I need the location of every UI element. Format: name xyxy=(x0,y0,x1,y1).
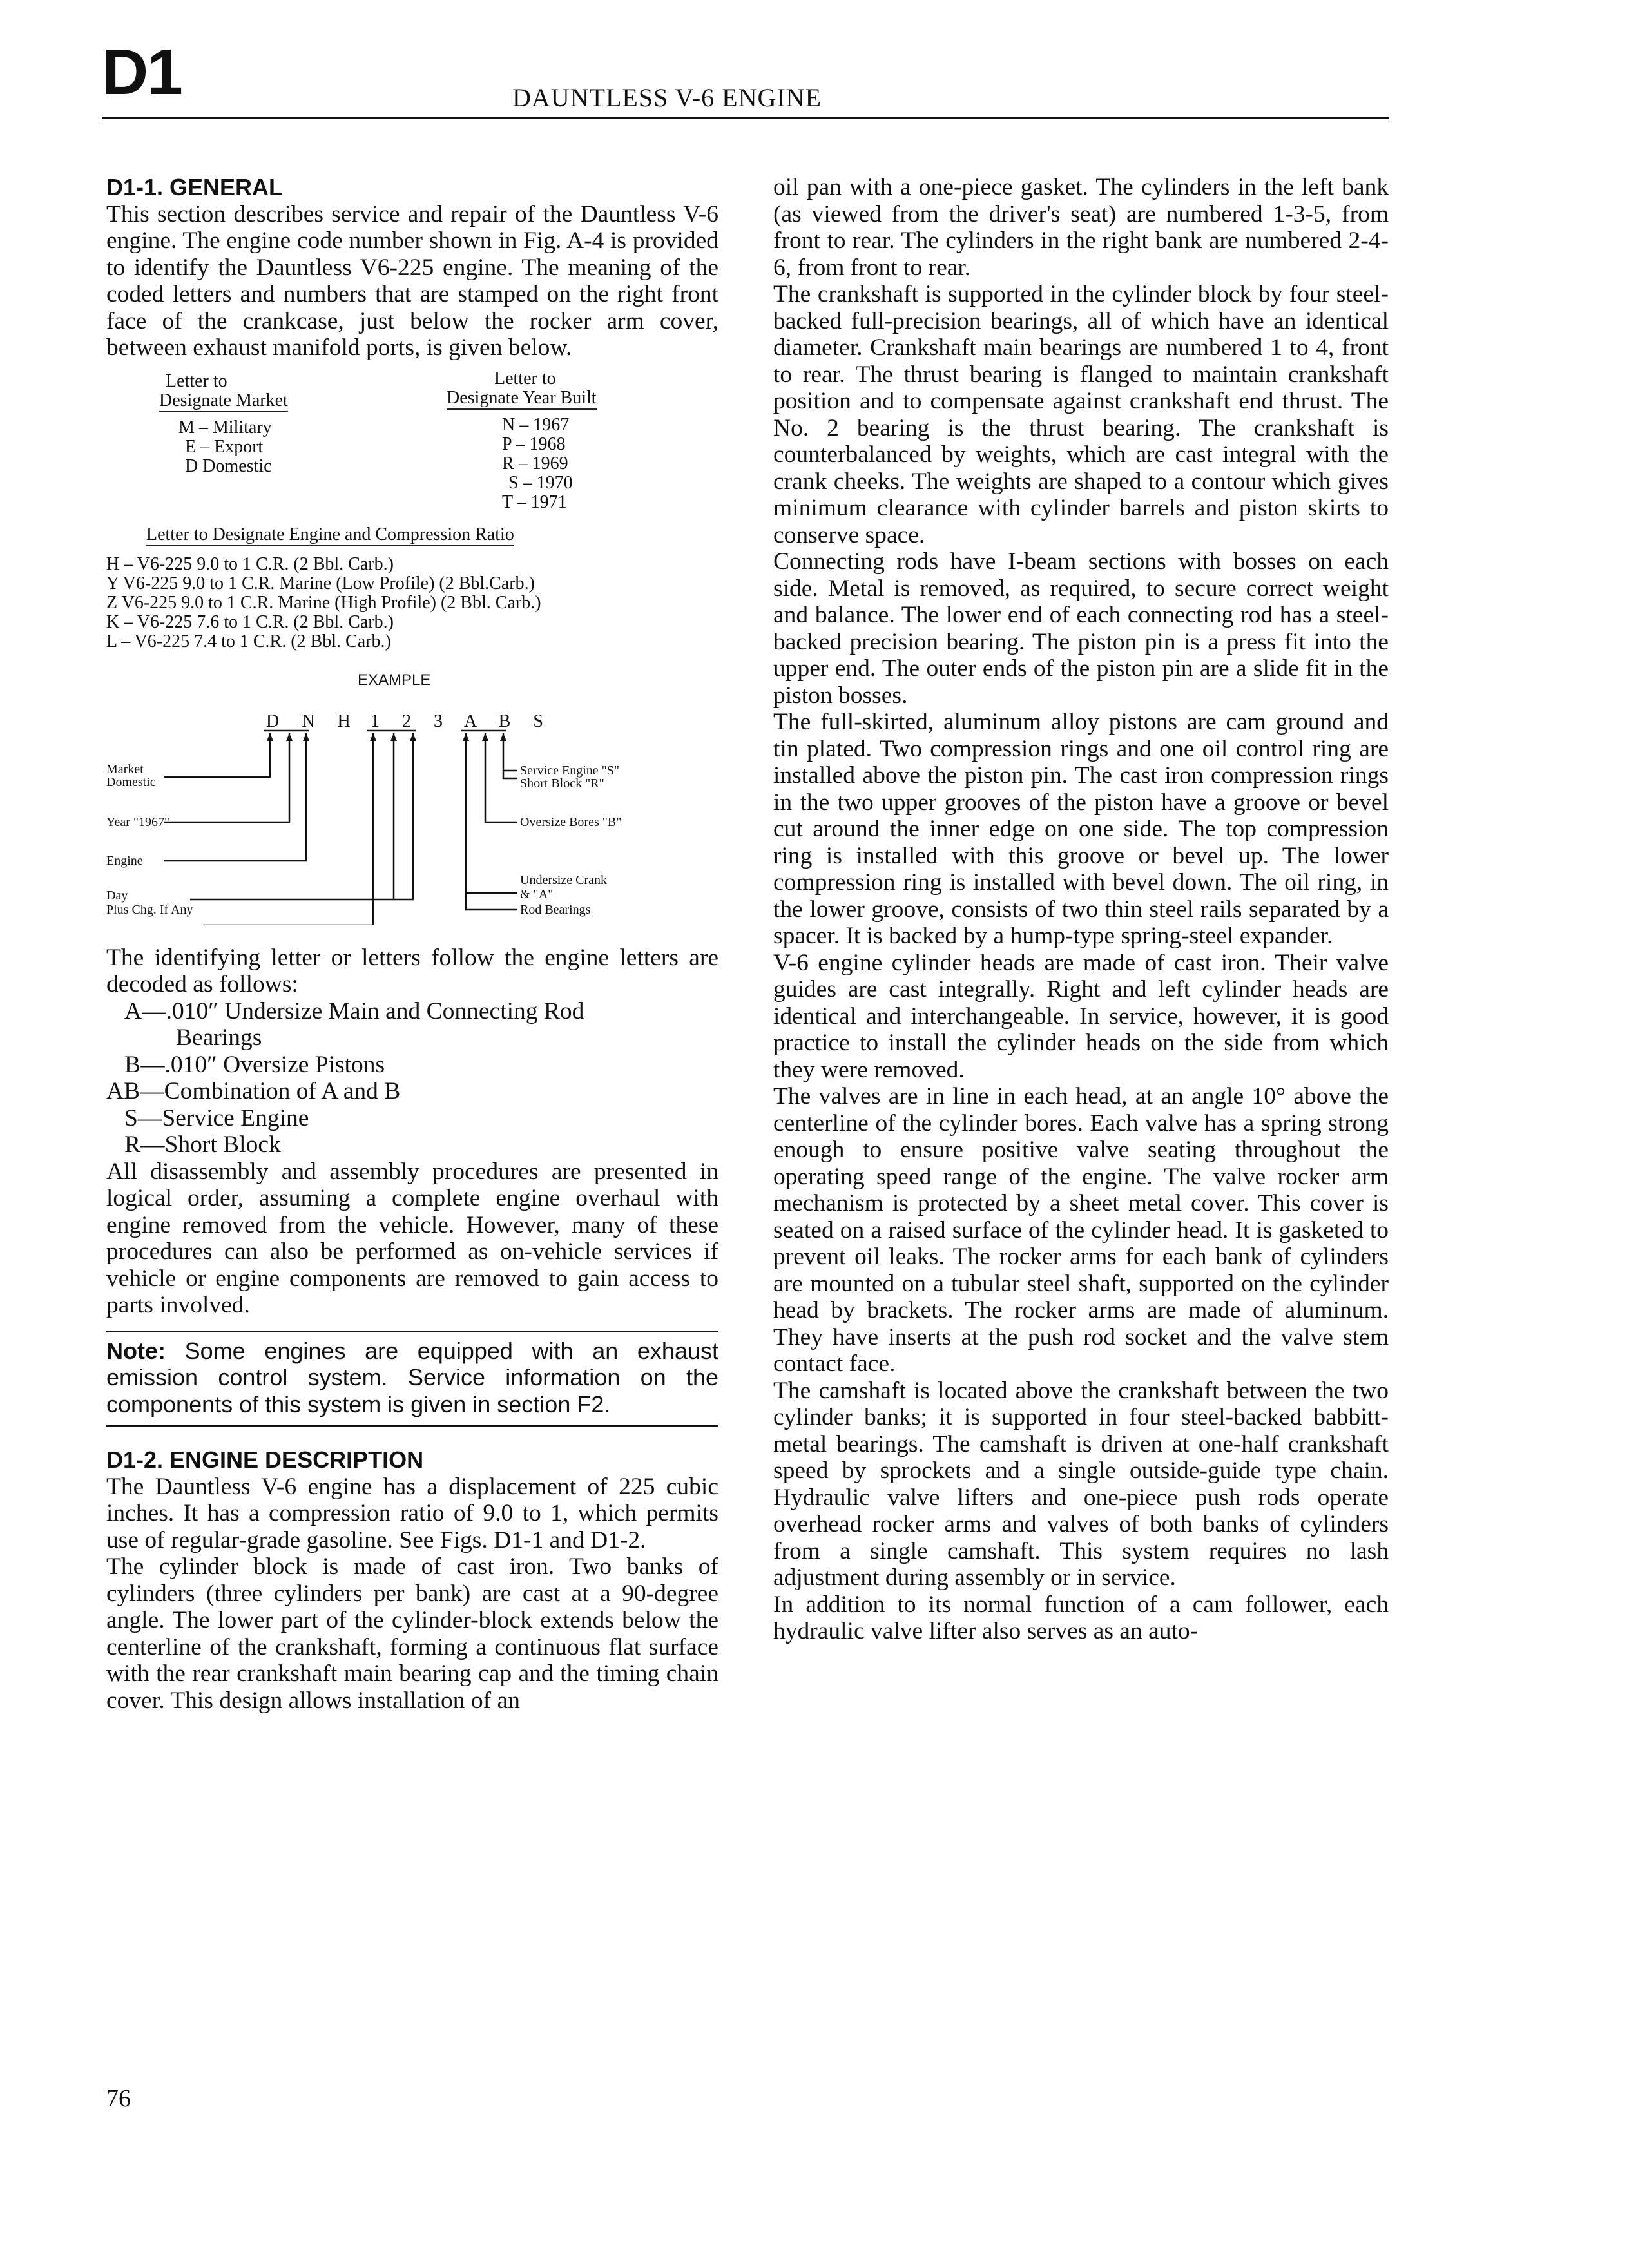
callout-day: Day xyxy=(106,888,128,903)
callout-service-engine: Service Engine "S" xyxy=(520,763,620,778)
callout-oversize-bores: Oversize Bores "B" xyxy=(520,814,622,829)
example-code-digits: 1 2 3 xyxy=(371,711,452,731)
ratio-row: Y V6-225 9.0 to 1 C.R. Marine (Low Profile) (2 Bbl.Carb.) xyxy=(106,573,535,593)
note-text: Some engines are equipped with an exhaust emission control system. Service information on the components of this system is given in section F2. xyxy=(106,1337,718,1418)
example-code-letters-2: A B S xyxy=(464,711,552,731)
note-box xyxy=(106,1331,718,1428)
decode-item: AB—Combination of A and B xyxy=(106,1078,401,1104)
callout-rod-bearings: Rod Bearings xyxy=(520,902,591,917)
body-paragraph: The full-skirted, aluminum alloy pistons are cam ground and tin plated. Two compression rings and one oil control ring are installed above the piston pin. The cast iron compression rings in the two upper grooves of the piston have a groove or bevel cut around the inner edge on one side. The top compression ring is installed with this groove or bevel up. The lower compression ring is installed with bevel down. The oil ring, in the lower groove, consists of two thin steel rails separated by a spacer. It is backed by a hump-type spring-steel expander. xyxy=(773,709,1389,949)
decode-list xyxy=(106,998,718,1158)
general-heading: D1-1. GENERAL xyxy=(106,174,284,200)
market-row: M – Military xyxy=(178,417,272,437)
decode-item: Bearings xyxy=(176,1024,262,1051)
callout-short-block: Short Block "R" xyxy=(520,776,604,791)
general-paragraph: This section describes service and repair of the Dauntless V-6 engine. The engine code number shown in Fig. A-4 is provided to identify the Dauntless V6-225 engine. The meaning of the coded letters and numbers that are stamped on the right front face of the crankcase, just below the rocker arm cover, between exhaust manifold ports, is given below. xyxy=(106,200,718,361)
description-heading: D1-2. ENGINE DESCRIPTION xyxy=(106,1446,424,1473)
callout-plus-change: Plus Chg. If Any xyxy=(106,902,193,917)
example-label: EXAMPLE xyxy=(358,671,431,689)
section-badge: D1 xyxy=(102,36,182,108)
callout-engine: Engine xyxy=(106,853,143,868)
market-row: D Domestic xyxy=(185,456,272,476)
ratio-row: Z V6-225 9.0 to 1 C.R. Marine (High Profile) (2 Bbl. Carb.) xyxy=(106,592,541,613)
engine-code-tables xyxy=(106,361,718,800)
callout-and-a: & "A" xyxy=(520,887,554,901)
ratio-header: Letter to Designate Engine and Compression Ratio xyxy=(146,525,514,546)
year-header-line2: Designate Year Built xyxy=(447,389,597,410)
header-rule xyxy=(102,117,1389,119)
body-paragraph: The valves are in line in each head, at an angle 10° above the centerline of the cylinder bores. Each valve has a spring strong enough to ensure positive valve seating throughout the operating speed range of the engine. The valve rocker arm mechanism is protected by a sheet metal cover. This cover is seated on a raised surface of the cylinder head. It is gasketed to prevent oil leaks. The rocker arms for each bank of cylinders are mounted on a tubular steel shaft, supported on the cylinder head by brackets. The rocker arms are made of aluminum. They have inserts at the push rod socket and the valve stem contact face. xyxy=(773,1083,1389,1377)
year-row: T – 1971 xyxy=(502,492,567,512)
callout-undersize-crank: Undersize Crank xyxy=(520,872,607,887)
right-column xyxy=(773,174,1389,1645)
callout-year: Year "1967" xyxy=(106,814,170,829)
description-paragraph: The cylinder block is made of cast iron. Two banks of cylinders (three cylinders per bank) are cast at a 90-degree angle. The lower part of the cylinder-block extends below the centerline of the crankshaft, forming a continuous flat surface with the rear crankshaft main bearing cap and the timing chain cover. This design allows installation of an xyxy=(106,1553,718,1714)
body-paragraph: Connecting rods have I-beam sections with bosses on each side. Metal is removed, as required, to secure correct weight and balance. The lower end of each connecting rod has a steel-backed precision bearing. The piston pin is a press fit into the upper end. The outer ends of the piston pin are a slide fit in the piston bosses. xyxy=(773,548,1389,709)
ratio-row: H – V6-225 9.0 to 1 C.R. (2 Bbl. Carb.) xyxy=(106,553,394,574)
decode-item: A—.010″ Undersize Main and Connecting Rod xyxy=(124,997,584,1024)
body-paragraph: The camshaft is located above the crankshaft between the two cylinder banks; it is supported in four steel-backed babbitt-metal bearings. The camshaft is driven at one-half crankshaft speed by sprockets and a single outside-guide type chain. Hydraulic valve lifters and one-piece push rods operate overhead rocker arms and valves of both banks of cylinders from a single camshaft. This system requires no lash adjustment during assembly or in service. xyxy=(773,1377,1389,1591)
callout-domestic: Domestic xyxy=(106,774,156,789)
decode-item: R—Short Block xyxy=(124,1131,281,1158)
body-paragraph: The crankshaft is supported in the cylinder block by four steel-backed full-precision bearings, all of which have an identical diameter. Crankshaft main bearings are numbered 1 to 4, front to rear. The thrust bearing is flanged to maintain crankshaft position and to compensate against crankshaft end thrust. The No. 2 bearing is the thrust bearing. The crankshaft is counterbalanced by weights, which are cast integral with the crank cheeks. The weights are shaped to a contour which gives minimum clearance with cylinder barrels and piston skirts to conserve space. xyxy=(773,281,1389,548)
ratio-row: L – V6-225 7.4 to 1 C.R. (2 Bbl. Carb.) xyxy=(106,631,391,651)
left-column xyxy=(106,174,718,1714)
decode-item: B—.010″ Oversize Pistons xyxy=(124,1051,385,1078)
example-code-letters-1: D N H xyxy=(266,711,360,731)
decode-item: S—Service Engine xyxy=(124,1104,309,1131)
note-label: Note: xyxy=(106,1337,166,1364)
market-header-line2: Designate Market xyxy=(159,391,288,412)
body-paragraph: oil pan with a one-piece gasket. The cylinders in the left bank (as viewed from the driver's seat) are numbered 1-3-5, from front to rear. The cylinders in the right bank are numbered 2-4-6, from front to rear. xyxy=(773,174,1389,281)
body-paragraph: V-6 engine cylinder heads are made of cast iron. Their valve guides are cast integrally. Right and left cylinder heads are identical and interchangeable. In service, however, it is good practice to install the cylinder heads on the side from which they were removed. xyxy=(773,949,1389,1083)
procedures-paragraph: All disassembly and assembly procedures are presented in logical order, assuming a complete engine overhaul with engine removed from the vehicle. However, many of these procedures can also be performed as on-vehicle services if vehicle or engine components are removed to gain access to parts involved. xyxy=(106,1158,718,1318)
year-header-line1: Letter to xyxy=(494,368,556,389)
body-paragraph: In addition to its normal function of a cam follower, each hydraulic valve lifter also serves as an auto- xyxy=(773,1591,1389,1644)
year-row: S – 1970 xyxy=(508,472,573,493)
market-header-line1: Letter to xyxy=(166,370,227,391)
ratio-row: K – V6-225 7.6 to 1 C.R. (2 Bbl. Carb.) xyxy=(106,611,394,632)
description-paragraph: The Dauntless V-6 engine has a displacement of 225 cubic inches. It has a compression ratio of 9.0 to 1, which permits use of regular-grade gasoline. See Figs. D1-1 and D1-2. xyxy=(106,1473,718,1553)
callout-market: Market xyxy=(106,762,144,776)
market-row: E – Export xyxy=(185,436,264,457)
year-row: N – 1967 xyxy=(502,414,570,435)
year-row: R – 1969 xyxy=(502,453,568,474)
running-title: DAUNTLESS V-6 ENGINE xyxy=(512,83,822,112)
year-row: P – 1968 xyxy=(502,434,566,454)
page-number: 76 xyxy=(106,2085,131,2112)
decode-intro: The identifying letter or letters follow the engine letters are decoded as follows: xyxy=(106,944,718,997)
note-paragraph xyxy=(106,1338,718,1418)
